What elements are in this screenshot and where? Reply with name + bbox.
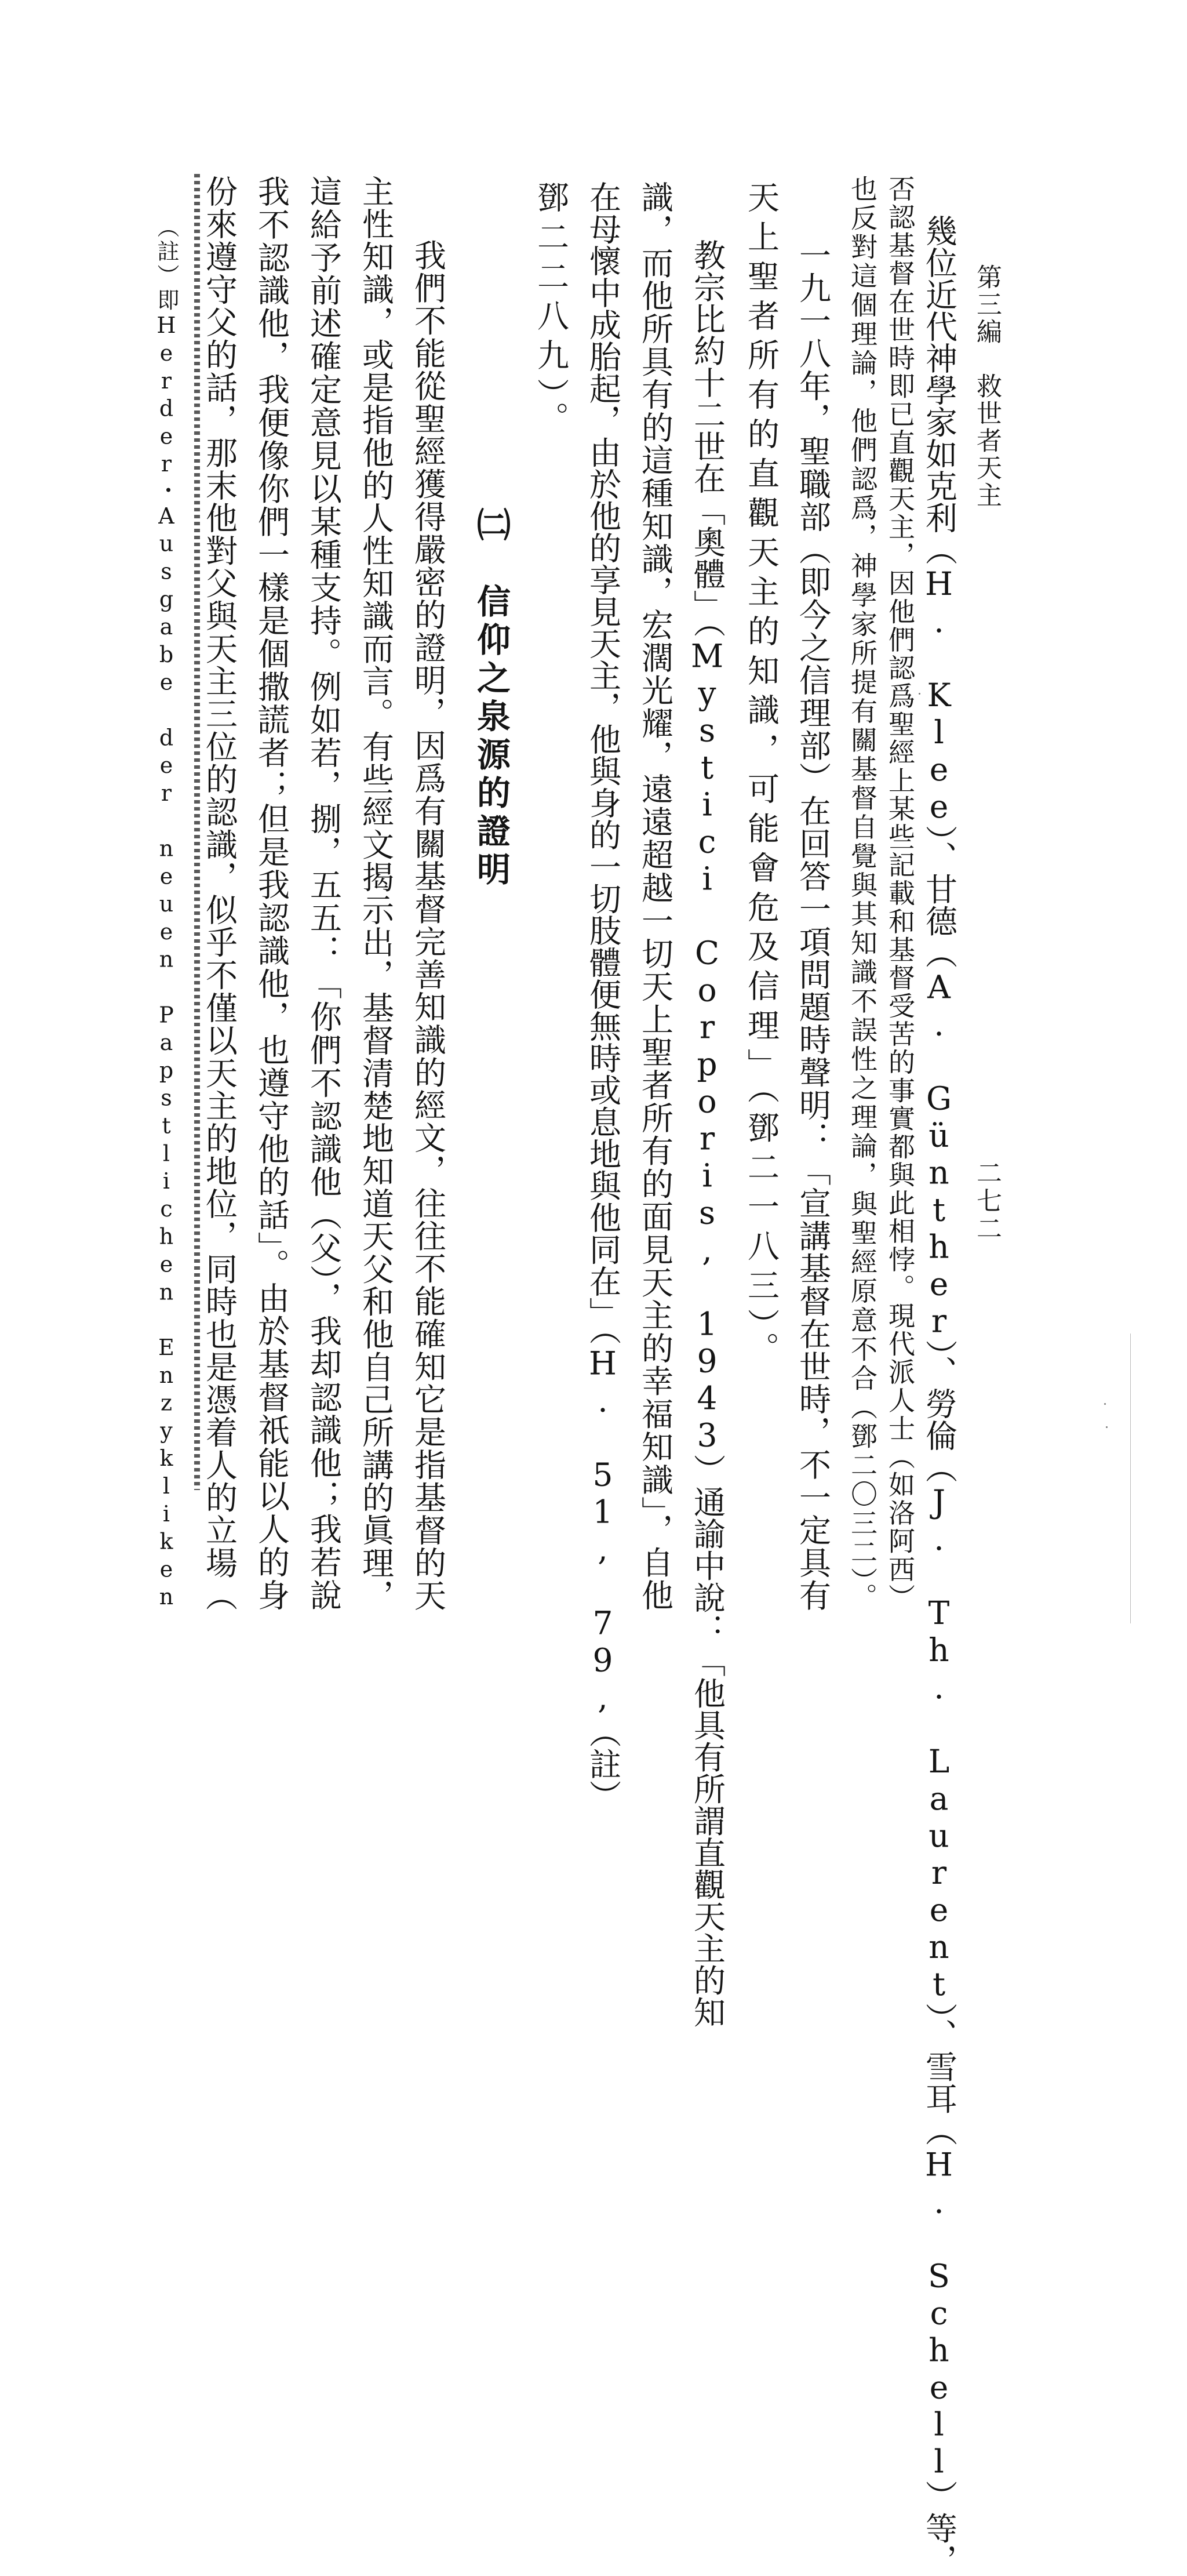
footnote-separator xyxy=(194,174,200,1490)
scan-artifact xyxy=(919,693,920,695)
section-heading: ㈡ 信仰之泉源的證明 xyxy=(471,507,511,890)
text-column: 也反對這個理論，他們認爲，神學家所提有關基督自覺與其知識不誤性之理論，與聖經原意不合（鄧二〇三二）。 xyxy=(847,175,878,1612)
text-column: 在母懷中成胎起，由於他的享見天主，他與身的一切肢體便無時或息地與他同在」（H. 51, 79,（註） xyxy=(584,181,621,1812)
text-column: 主性知識，或是指他的人性知識而言。有些經文揭示出，基督清楚地知道天父和他自己所講的眞理， xyxy=(357,175,394,1612)
text-column: 否認基督在世時即已直觀天主，因他們認爲聖經上某些記載和基督受苦的事實都與此相悖。現代派人士（如洛阿西） xyxy=(884,175,916,1612)
text-column: 我們不能從聖經獲得嚴密的證明，因爲有關基督完善知識的經文，往往不能確知它是指基督的天 xyxy=(409,239,446,1612)
text-column: 教宗比約十二世在「奧體」（Mystici Corporis, 1943）通諭中說：「他具有所謂直觀天主的知 xyxy=(689,239,726,2028)
page-number: 二七二 xyxy=(972,1160,1002,1243)
text-column: 我不認識他，我便像你們一樣是個撒謊者；但是我認識他，也遵守他的話」。由於基督祇能以人的身 xyxy=(253,175,290,1612)
text-column: 鄧二二八九）。 xyxy=(532,181,569,441)
footnote: （註）即Herder・Ausgabe der neuen Papstlichen Enzykliken xyxy=(154,216,179,1612)
scan-artifact xyxy=(1104,1403,1106,1405)
running-title: 第三編 救世者天主 xyxy=(972,264,1002,509)
scan-artifact xyxy=(1130,1334,1131,1623)
text-column: 一九一八年，聖職部（即今之信理部）在回答一項問題時聲明：「宣講基督在世時，不一定具有 xyxy=(794,239,831,1612)
text-column: 這給予前述確定意見以某種支持。例如若，捌，五五：「你們不認識他（父），我却認識他；我若說 xyxy=(305,175,342,1612)
scan-artifact xyxy=(1106,1426,1108,1428)
text-column: 識，而他所具有的這種知識，宏濶光耀，遠遠超越一切天上聖者所有的面見天主的幸福知識」，自他 xyxy=(636,181,673,1612)
text-column: 幾位近代神學家如克利（H. Klee）、甘德（A. Günther）、勞倫（J. Th. Laurent）、雪耳（H. Schell）等， xyxy=(920,215,957,2576)
text-column: 份來遵守父的話，那末他對父與天主三位的認識，似乎不僅以天主的地位，同時也是憑着人的立場（ xyxy=(201,175,238,1612)
text-column: 天上聖者所有的直觀天主的知識，可能會危及信理」（鄧二一八三）。 xyxy=(742,181,780,1371)
